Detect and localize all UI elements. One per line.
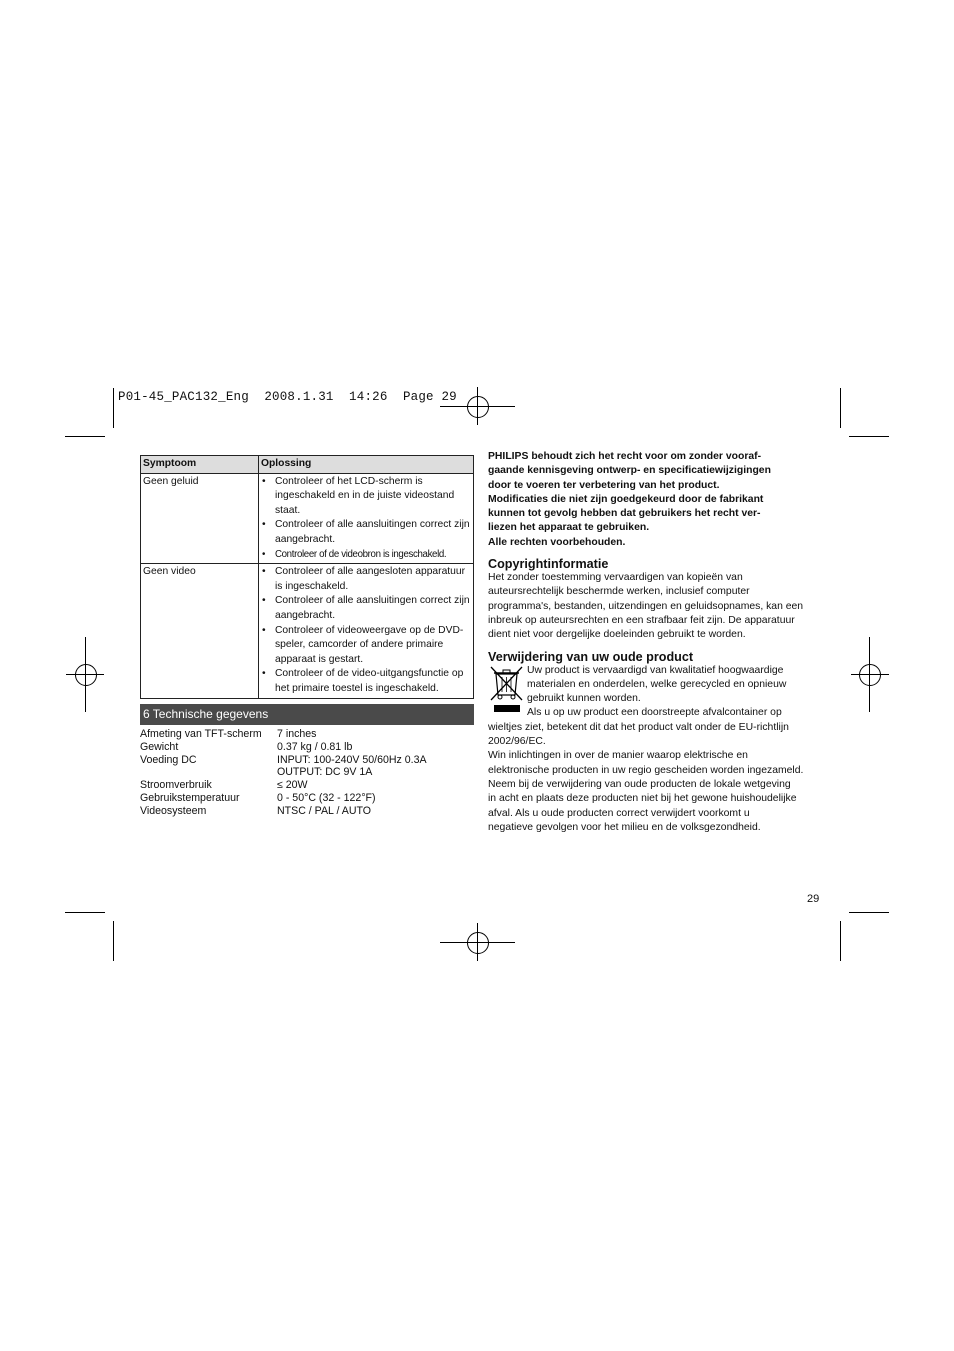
text-line: inbreuk op auteursrechten en een strafbaar feit zijn. De apparatuur bbox=[488, 614, 795, 626]
notice-line: Modificaties die niet zijn goedgekeurd door de fabrikant bbox=[488, 493, 764, 505]
specs-list bbox=[140, 728, 427, 818]
spec-row bbox=[140, 766, 427, 779]
text-line: materialen en onderdelen, welke gerecycled en opnieuw bbox=[527, 678, 787, 690]
section-heading-bar bbox=[140, 704, 474, 725]
spec-value: 0 - 50°C (32 - 122°F) bbox=[277, 791, 376, 804]
spec-label: Videosysteem bbox=[140, 804, 207, 817]
solution-item: • Controleer of de video-uitgangsfunctie op het primaire toestel is ingeschakeld. bbox=[261, 667, 471, 696]
notice-line: behoudt zich het recht voor om zonder vooraf- bbox=[531, 451, 762, 462]
spec-row bbox=[140, 805, 427, 818]
spec-value: OUTPUT: DC 9V 1A bbox=[277, 766, 373, 779]
brand-name: PHILIPS bbox=[488, 451, 529, 462]
spec-label: Afmeting van TFT-scherm bbox=[140, 728, 262, 740]
text-line: 2002/96/EC. bbox=[488, 736, 546, 748]
disposal-heading: Verwijdering van uw oude product bbox=[488, 649, 694, 664]
registration-target-icon bbox=[467, 396, 489, 418]
spec-row bbox=[140, 754, 427, 767]
text-line: wieltjes ziet, betekent dit dat het product valt onder de EU-richtlijn bbox=[488, 721, 789, 733]
column-header-symptom: Symptoom bbox=[141, 456, 259, 474]
spec-label: Voeding DC bbox=[140, 753, 197, 766]
solution-item: • Controleer of alle aansluitingen correct zijn aangebracht. bbox=[261, 594, 471, 623]
notice-line: kunnen tot gevolg hebben dat gebruikers het recht ver- bbox=[488, 508, 761, 520]
text-line: programma's, bestanden, uitzendingen en geluidsopnames, kan een bbox=[488, 600, 804, 612]
spec-row bbox=[140, 779, 427, 792]
spec-value: 7 inches bbox=[277, 728, 317, 740]
symptom-cell: Geen geluid bbox=[141, 473, 259, 564]
table-row bbox=[141, 473, 474, 564]
registration-target-icon bbox=[859, 664, 881, 686]
text-line: negatieve gevolgen voor het milieu en de volksgezondheid. bbox=[488, 821, 761, 833]
notice-line: liezen het apparaat te gebruiken. bbox=[488, 522, 650, 534]
spec-label bbox=[140, 766, 277, 779]
copyright-text bbox=[488, 571, 822, 642]
spec-label: Gebruikstemperatuur bbox=[140, 791, 240, 804]
solution-item: • Controleer of videoweergave op de DVD-speler, camcorder of andere primaire apparaat is gestart. bbox=[261, 624, 471, 668]
spec-value: NTSC / PAL / AUTO bbox=[277, 804, 371, 817]
spec-label: Gewicht bbox=[140, 740, 179, 753]
solution-item: • Controleer of de videobron is ingeschakeld. bbox=[261, 548, 471, 563]
spec-row bbox=[140, 728, 427, 741]
spec-row bbox=[140, 792, 427, 805]
text-line: Als u op uw product een doorstreepte afvalcontainer op bbox=[527, 707, 782, 719]
solution-item: • Controleer of alle aangesloten apparatuur is ingeschakeld. bbox=[261, 565, 471, 594]
spec-value: ≤ 20W bbox=[277, 779, 308, 792]
text-line: in acht en plaats deze producten niet bij het gewone huishoudelijke bbox=[488, 793, 797, 805]
spec-value: INPUT: 100-240V 50/60Hz 0.3A bbox=[277, 753, 427, 766]
spec-value: 0.37 kg / 0.81 lb bbox=[277, 740, 353, 753]
print-slug: P01-45_PAC132_Eng 2008.1.31 14:26 Page 29 bbox=[118, 390, 457, 404]
text-line: Het zonder toestemming vervaardigen van kopieën van bbox=[488, 572, 743, 584]
text-line: auteursrechtelijk beschermde werken, inclusief computer bbox=[488, 586, 750, 598]
solution-cell bbox=[259, 564, 474, 698]
text-line: Neem bij de verwijdering van oude producten de lokale wetgeving bbox=[488, 778, 791, 790]
notice-line: gaande kennisgeving ontwerp- en specificatiewijzigingen bbox=[488, 465, 771, 477]
page-number: 29 bbox=[807, 893, 820, 905]
section-title: 6 Technische gegevens bbox=[143, 707, 269, 721]
crossed-out-bin-icon bbox=[488, 664, 525, 714]
table-row bbox=[141, 564, 474, 698]
spec-row bbox=[140, 741, 427, 754]
table-header-row bbox=[141, 456, 474, 474]
text-line: gebruikt kunnen worden. bbox=[527, 693, 641, 705]
notice-line: Alle rechten voorbehouden. bbox=[488, 536, 626, 548]
spec-label: Stroomverbruik bbox=[140, 779, 212, 792]
text-line: Uw product is vervaardigd van kwalitatief hoogwaardige bbox=[527, 664, 784, 676]
notice-line: door te voeren ter verbetering van het product. bbox=[488, 479, 720, 491]
registration-target-icon bbox=[75, 664, 97, 686]
philips-notice bbox=[488, 450, 822, 550]
symptom-cell: Geen video bbox=[141, 564, 259, 698]
text-line: dient niet voor dergelijke doeleinden gebruikt te worden. bbox=[488, 629, 746, 641]
troubleshooting-table bbox=[140, 455, 474, 699]
registration-target-icon bbox=[467, 932, 489, 954]
disposal-text bbox=[488, 664, 822, 836]
text-line: elektronische producten in uw regio gescheiden worden ingezameld. bbox=[488, 764, 804, 776]
solution-cell bbox=[259, 473, 474, 564]
text-line: afval. Als u oude producten correct verwijdert voorkomt u bbox=[488, 807, 750, 819]
column-header-solution: Oplossing bbox=[259, 456, 474, 474]
copyright-heading: Copyrightinformatie bbox=[488, 557, 609, 572]
solution-item: • Controleer of alle aansluitingen correct zijn aangebracht. bbox=[261, 518, 471, 547]
right-column bbox=[488, 450, 822, 835]
text-line: Win inlichtingen in over de manier waarop elektrische en bbox=[488, 750, 748, 762]
solution-item: • Controleer of het LCD-scherm is ingeschakeld en in de juiste videostand staat. bbox=[261, 475, 471, 519]
